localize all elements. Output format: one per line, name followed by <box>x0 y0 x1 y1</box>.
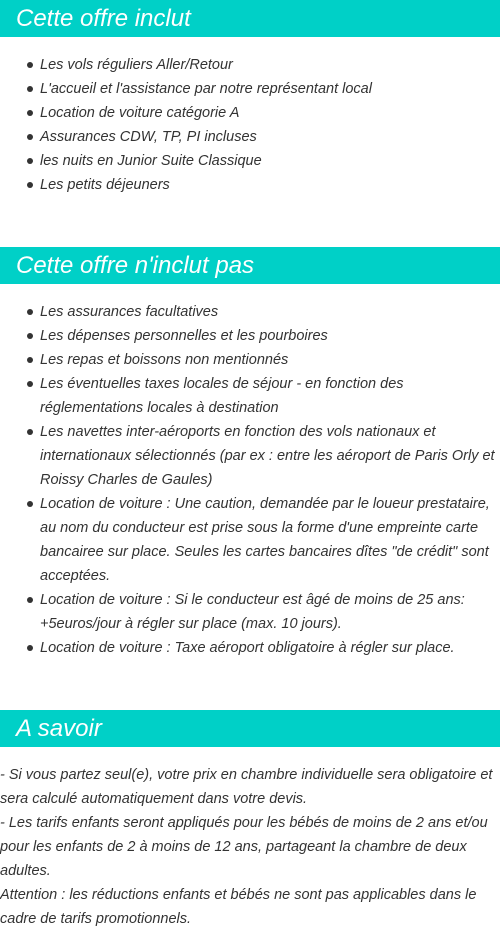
info-paragraph: - Si vous partez seul(e), votre prix en chambre individuelle sera obligatoire et sera calculé automatiquement dans votre devis. <box>0 767 493 807</box>
excluded-section-header <box>0 247 500 284</box>
included-item: Les vols réguliers Aller/Retour <box>0 53 500 77</box>
excluded-item: Les éventuelles taxes locales de séjour - en fonction des réglementations locales à destination <box>0 372 500 420</box>
excluded-item: Les navettes inter-aéroports en fonction des vols nationaux et internationaux sélectionnés (par ex : entre les aéroport de Paris Orly et Roissy Charles de Gaules) <box>0 420 500 492</box>
excluded-item: Location de voiture : Une caution, demandée par le loueur prestataire, au nom du conducteur est prise sous la forme d'une empreinte carte bancairee sur place. Seules les cartes bancaires dîtes "de crédit" sont acceptées. <box>0 492 500 588</box>
excluded-item: Location de voiture : Taxe aéroport obligatoire à régler sur place. <box>0 636 500 660</box>
included-item: les nuits en Junior Suite Classique <box>0 149 500 173</box>
included-item: Les petits déjeuners <box>0 173 500 197</box>
info-text <box>0 763 500 931</box>
excluded-section-title: Cette offre n'inclut pas <box>16 252 255 279</box>
excluded-item: Les dépenses personnelles et les pourboires <box>0 324 500 348</box>
included-item: Location de voiture catégorie A <box>0 101 500 125</box>
info-section-title: A savoir <box>16 715 102 742</box>
excluded-item: Les repas et boissons non mentionnés <box>0 348 500 372</box>
included-item: Assurances CDW, TP, PI incluses <box>0 125 500 149</box>
included-list <box>0 53 500 197</box>
info-paragraph: Attention : les réductions enfants et bébés ne sont pas applicables dans le cadre de tarifs promotionnels. <box>0 887 477 927</box>
info-section-header <box>0 710 500 747</box>
included-section-title: Cette offre inclut <box>16 5 191 32</box>
excluded-list <box>0 300 500 660</box>
excluded-item: Location de voiture : Si le conducteur est âgé de moins de 25 ans: +5euros/jour à régler sur place (max. 10 jours). <box>0 588 500 636</box>
info-paragraph: - Les tarifs enfants seront appliqués pour les bébés de moins de 2 ans et/ou pour les enfants de 2 à moins de 12 ans, partageant la chambre de deux adultes. <box>0 815 488 879</box>
included-section-header <box>0 0 500 37</box>
excluded-item: Les assurances facultatives <box>0 300 500 324</box>
included-item: L'accueil et l'assistance par notre représentant local <box>0 77 500 101</box>
